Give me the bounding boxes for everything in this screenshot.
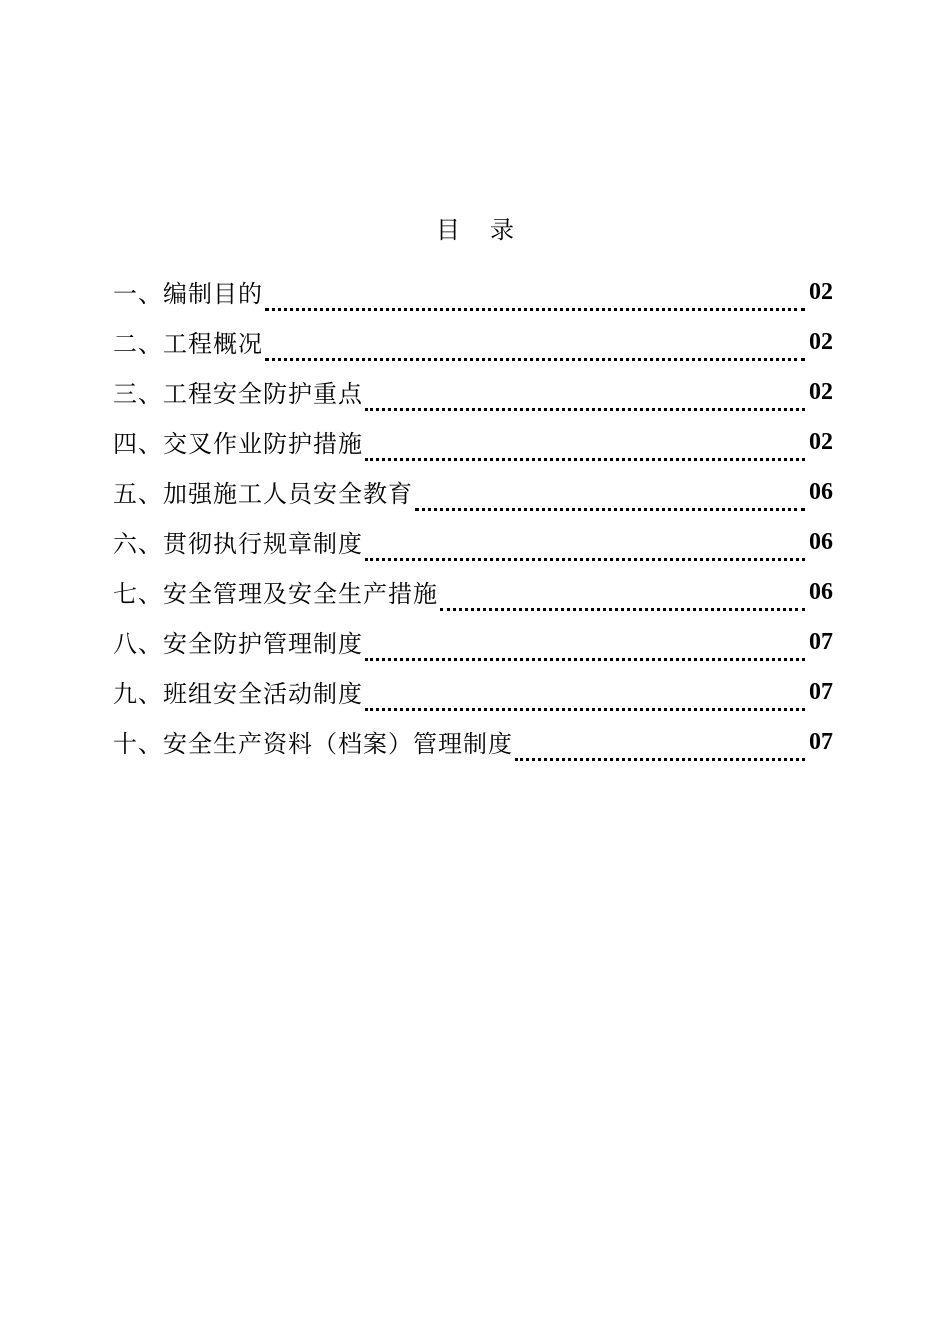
toc-title: 目录 [436,216,544,244]
toc-dot-leader [440,608,805,611]
toc-entry-label: 一、编制目的 [113,280,263,308]
toc-dot-leader [365,408,805,411]
toc-dot-leader [415,508,805,511]
toc-entry[interactable] [113,312,833,362]
toc-entry-page: 06 [809,579,833,605]
toc-entry-label: 三、工程安全防护重点 [113,380,363,408]
toc-entry-page: 07 [809,629,833,655]
toc-entry[interactable] [113,512,833,562]
toc-entry-label: 四、交叉作业防护措施 [113,430,363,458]
toc-entry-label: 九、班组安全活动制度 [113,680,363,708]
toc-dot-leader [265,358,805,361]
toc-entry-page: 06 [809,479,833,505]
toc-entry-page: 02 [809,379,833,405]
toc-dot-leader [365,458,805,461]
toc-dot-leader [365,558,805,561]
toc-entry-label: 七、安全管理及安全生产措施 [113,580,438,608]
toc-entry-label: 六、贯彻执行规章制度 [113,530,363,558]
toc-entry[interactable] [113,362,833,412]
toc-entry-label: 五、加强施工人员安全教育 [113,480,413,508]
toc-entry-page: 02 [809,279,833,305]
toc-dot-leader [265,308,805,311]
toc-entry-page: 07 [809,729,833,755]
toc-entry-page: 02 [809,429,833,455]
toc-entry[interactable] [113,662,833,712]
toc-entry-page: 06 [809,529,833,555]
toc-entry-label: 八、安全防护管理制度 [113,630,363,658]
toc-entry[interactable] [113,612,833,662]
toc-entry-page: 02 [809,329,833,355]
table-of-contents [113,262,833,762]
toc-entry[interactable] [113,262,833,312]
toc-entry-page: 07 [809,679,833,705]
toc-dot-leader [365,708,805,711]
toc-entry-label: 十、安全生产资料（档案）管理制度 [113,730,513,758]
toc-entry[interactable] [113,562,833,612]
toc-entry[interactable] [113,412,833,462]
toc-dot-leader [365,658,805,661]
toc-entry-label: 二、工程概况 [113,330,263,358]
toc-entry[interactable] [113,462,833,512]
toc-dot-leader [515,758,805,761]
toc-entry[interactable] [113,712,833,762]
